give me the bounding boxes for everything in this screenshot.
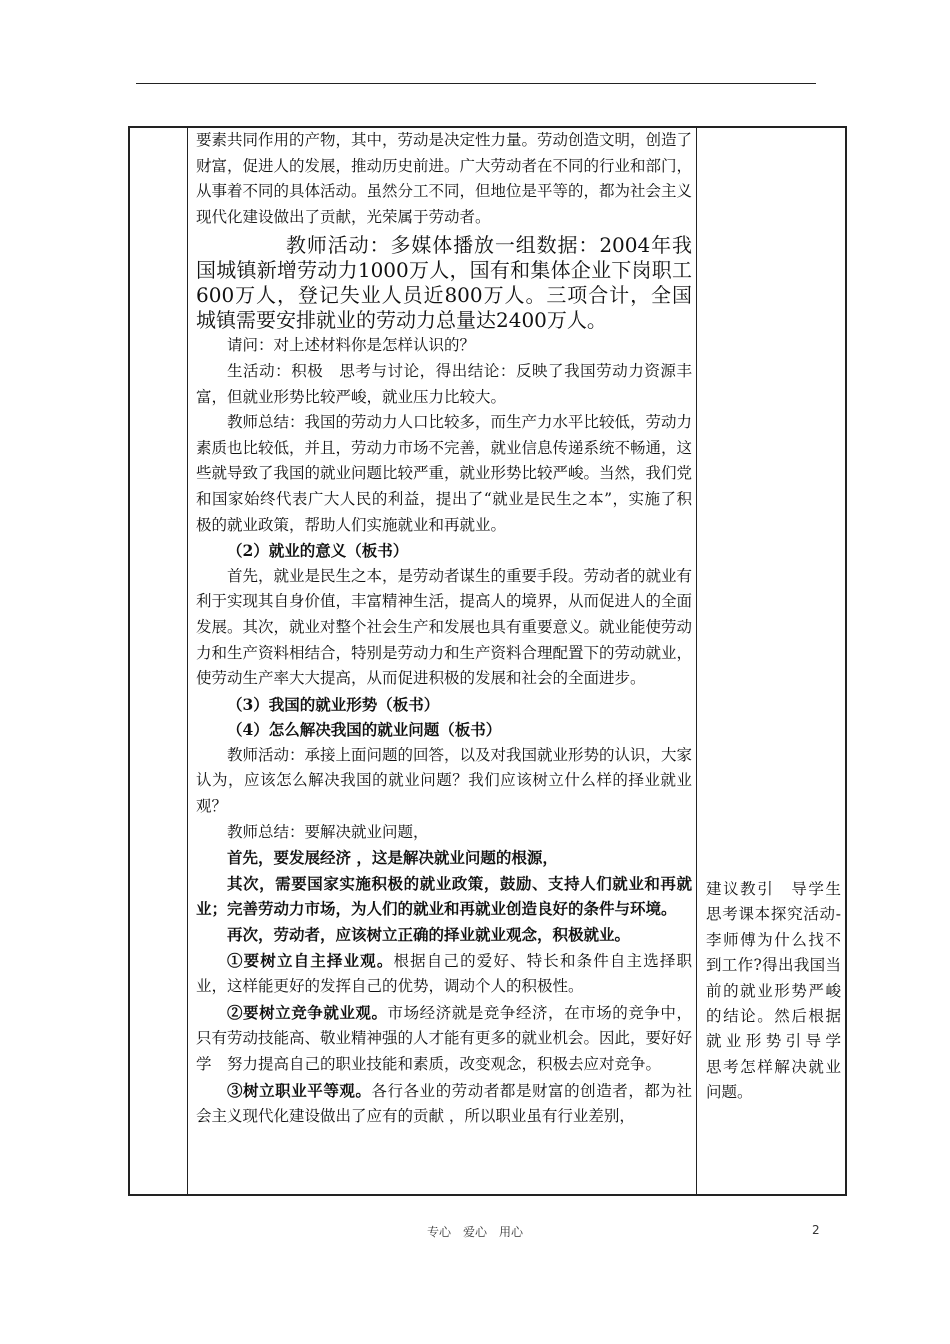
competition-text: 市场经济就是竞争经济，在市场的竞争中，只有劳动技能高、敬业精神强的人才能有更多的就业机会。因此，要好好学 努力提高自己的职业技能和素质，改变观念，积极去应对竞争。 bbox=[196, 1003, 693, 1073]
heading-solve-employment: （4）怎么解决我国的就业问题（板书） bbox=[227, 720, 502, 740]
equality-text: 各行各业的劳动者都是财富的创造者，都为社会主义现代化建设做出了应有的贡献 ，所以职业虽有行业差别， bbox=[196, 1081, 692, 1126]
footer-motto: 专心 爱心 用心 bbox=[426, 1225, 523, 1239]
paragraph-self-employment-view bbox=[196, 948, 692, 1000]
equality-title: ③树立职业平等观。 bbox=[227, 1080, 372, 1100]
column-divider-right bbox=[696, 128, 697, 1194]
paragraph-employment-significance: 首先，就业是民生之本，是劳动者谋生的重要手段。劳动者的就业有利于实现其自身价值，丰富精神生活，提高人的境界，从而促进人的全面发展。其次，就业对整个社会生产和发展也具有重要意义。就业能使劳动力和生产资料相结合，特别是劳动力和生产资料合理配置下的劳动就业，使劳动生产率大大提高，从而促进积极的发展和社会的全面进步。 bbox=[196, 566, 693, 688]
paragraph-second-policy: 其次，需要国家实施积极的就业政策，鼓励、支持人们就业和再就业；完善劳动力市场，为人们的就业和再就业创造良好的条件与环境。 bbox=[196, 873, 692, 919]
paragraph-teacher-summary: 教师总结：我国的劳动力人口比较多，而生产力水平比较低，劳动力素质也比较低，并且，劳动力市场不完善，就业信息传递系统不畅通，这些就导致了我国的就业问题比较严重，就业形势比较严峻。当然，我们党和国家始终代表广大人民的利益，提出了“就业是民生之本”，实施了积极的就业政策，帮助人们实施就业和再就业。 bbox=[196, 413, 693, 534]
lesson-table bbox=[128, 126, 857, 1196]
paragraph-teacher-activity-data: 教师活动：多媒体播放一组数据：2004年我国城镇新增劳动力1000万人，国有和集体企业下岗职工600万人，登记失业人员近800万人。三项合计，全国城镇需要安排就业的劳动力总量达2400万人。 bbox=[196, 233, 692, 333]
paragraph-teacher-activity-question: 教师活动：承接上面问题的回答，以及对我国就业形势的认识，大家认为，应该怎么解决我国的就业问题？我们应该树立什么样的择业就业观？ bbox=[196, 745, 693, 816]
column-divider-left bbox=[187, 128, 188, 1194]
paragraph-first-develop-economy: 首先，要发展经济 ，这是解决就业问题的根源， bbox=[227, 848, 558, 868]
paragraph-labor-value: 要素共同作用的产物，其中，劳动是决定性力量。劳动创造文明，创造了财富，促进人的发展，推动历史前进。广大劳动者在不同的行业和部门，从事着不同的具体活动。虽然分工不同，但地位是平等的，都为社会主义现代化建设做出了贡献，光荣属于劳动者。 bbox=[196, 131, 693, 226]
paragraph-student-activity: 生活动：积极 思考与讨论，得出结论：反映了我国劳动力资源丰富，但就业形势比较严峻，就业压力比较大。 bbox=[196, 361, 692, 406]
self-employment-text: 根据自己的爱好、特长和条件自主选择职业，这样能更好的发挥自己的优势，调动个人的积极性。 bbox=[196, 951, 692, 996]
competition-title: ②要树立竞争就业观。 bbox=[227, 1002, 388, 1022]
paragraph-teacher-summary-2: 教师总结：要解决就业问题， bbox=[227, 822, 429, 841]
header-rule bbox=[136, 83, 816, 84]
paragraph-competition-view bbox=[196, 1000, 692, 1078]
page-number: 2 bbox=[812, 1223, 820, 1237]
teaching-process-cell bbox=[196, 128, 692, 1130]
design-intent-note: 建议教引 导学生思考课本探究活动-李师傅为什么找不到工作?得出我国当前的就业形势严峻的结论。然后根据就业形势引导学 思考怎样解决就业问题。 bbox=[706, 880, 857, 1102]
paragraph-question: 请问：对上述材料你是怎样认识的？ bbox=[227, 336, 476, 355]
paragraph-third-workers: 再次，劳动者，应该树立正确的择业就业观念，积极就业。 bbox=[227, 925, 631, 945]
heading-employment-situation: （3）我国的就业形势（板书） bbox=[227, 694, 440, 714]
heading-employment-significance: （2）就业的意义（板书） bbox=[227, 541, 409, 561]
paragraph-equality-view bbox=[196, 1078, 692, 1130]
self-employment-title: ①要树立自主择业观。 bbox=[227, 950, 394, 970]
